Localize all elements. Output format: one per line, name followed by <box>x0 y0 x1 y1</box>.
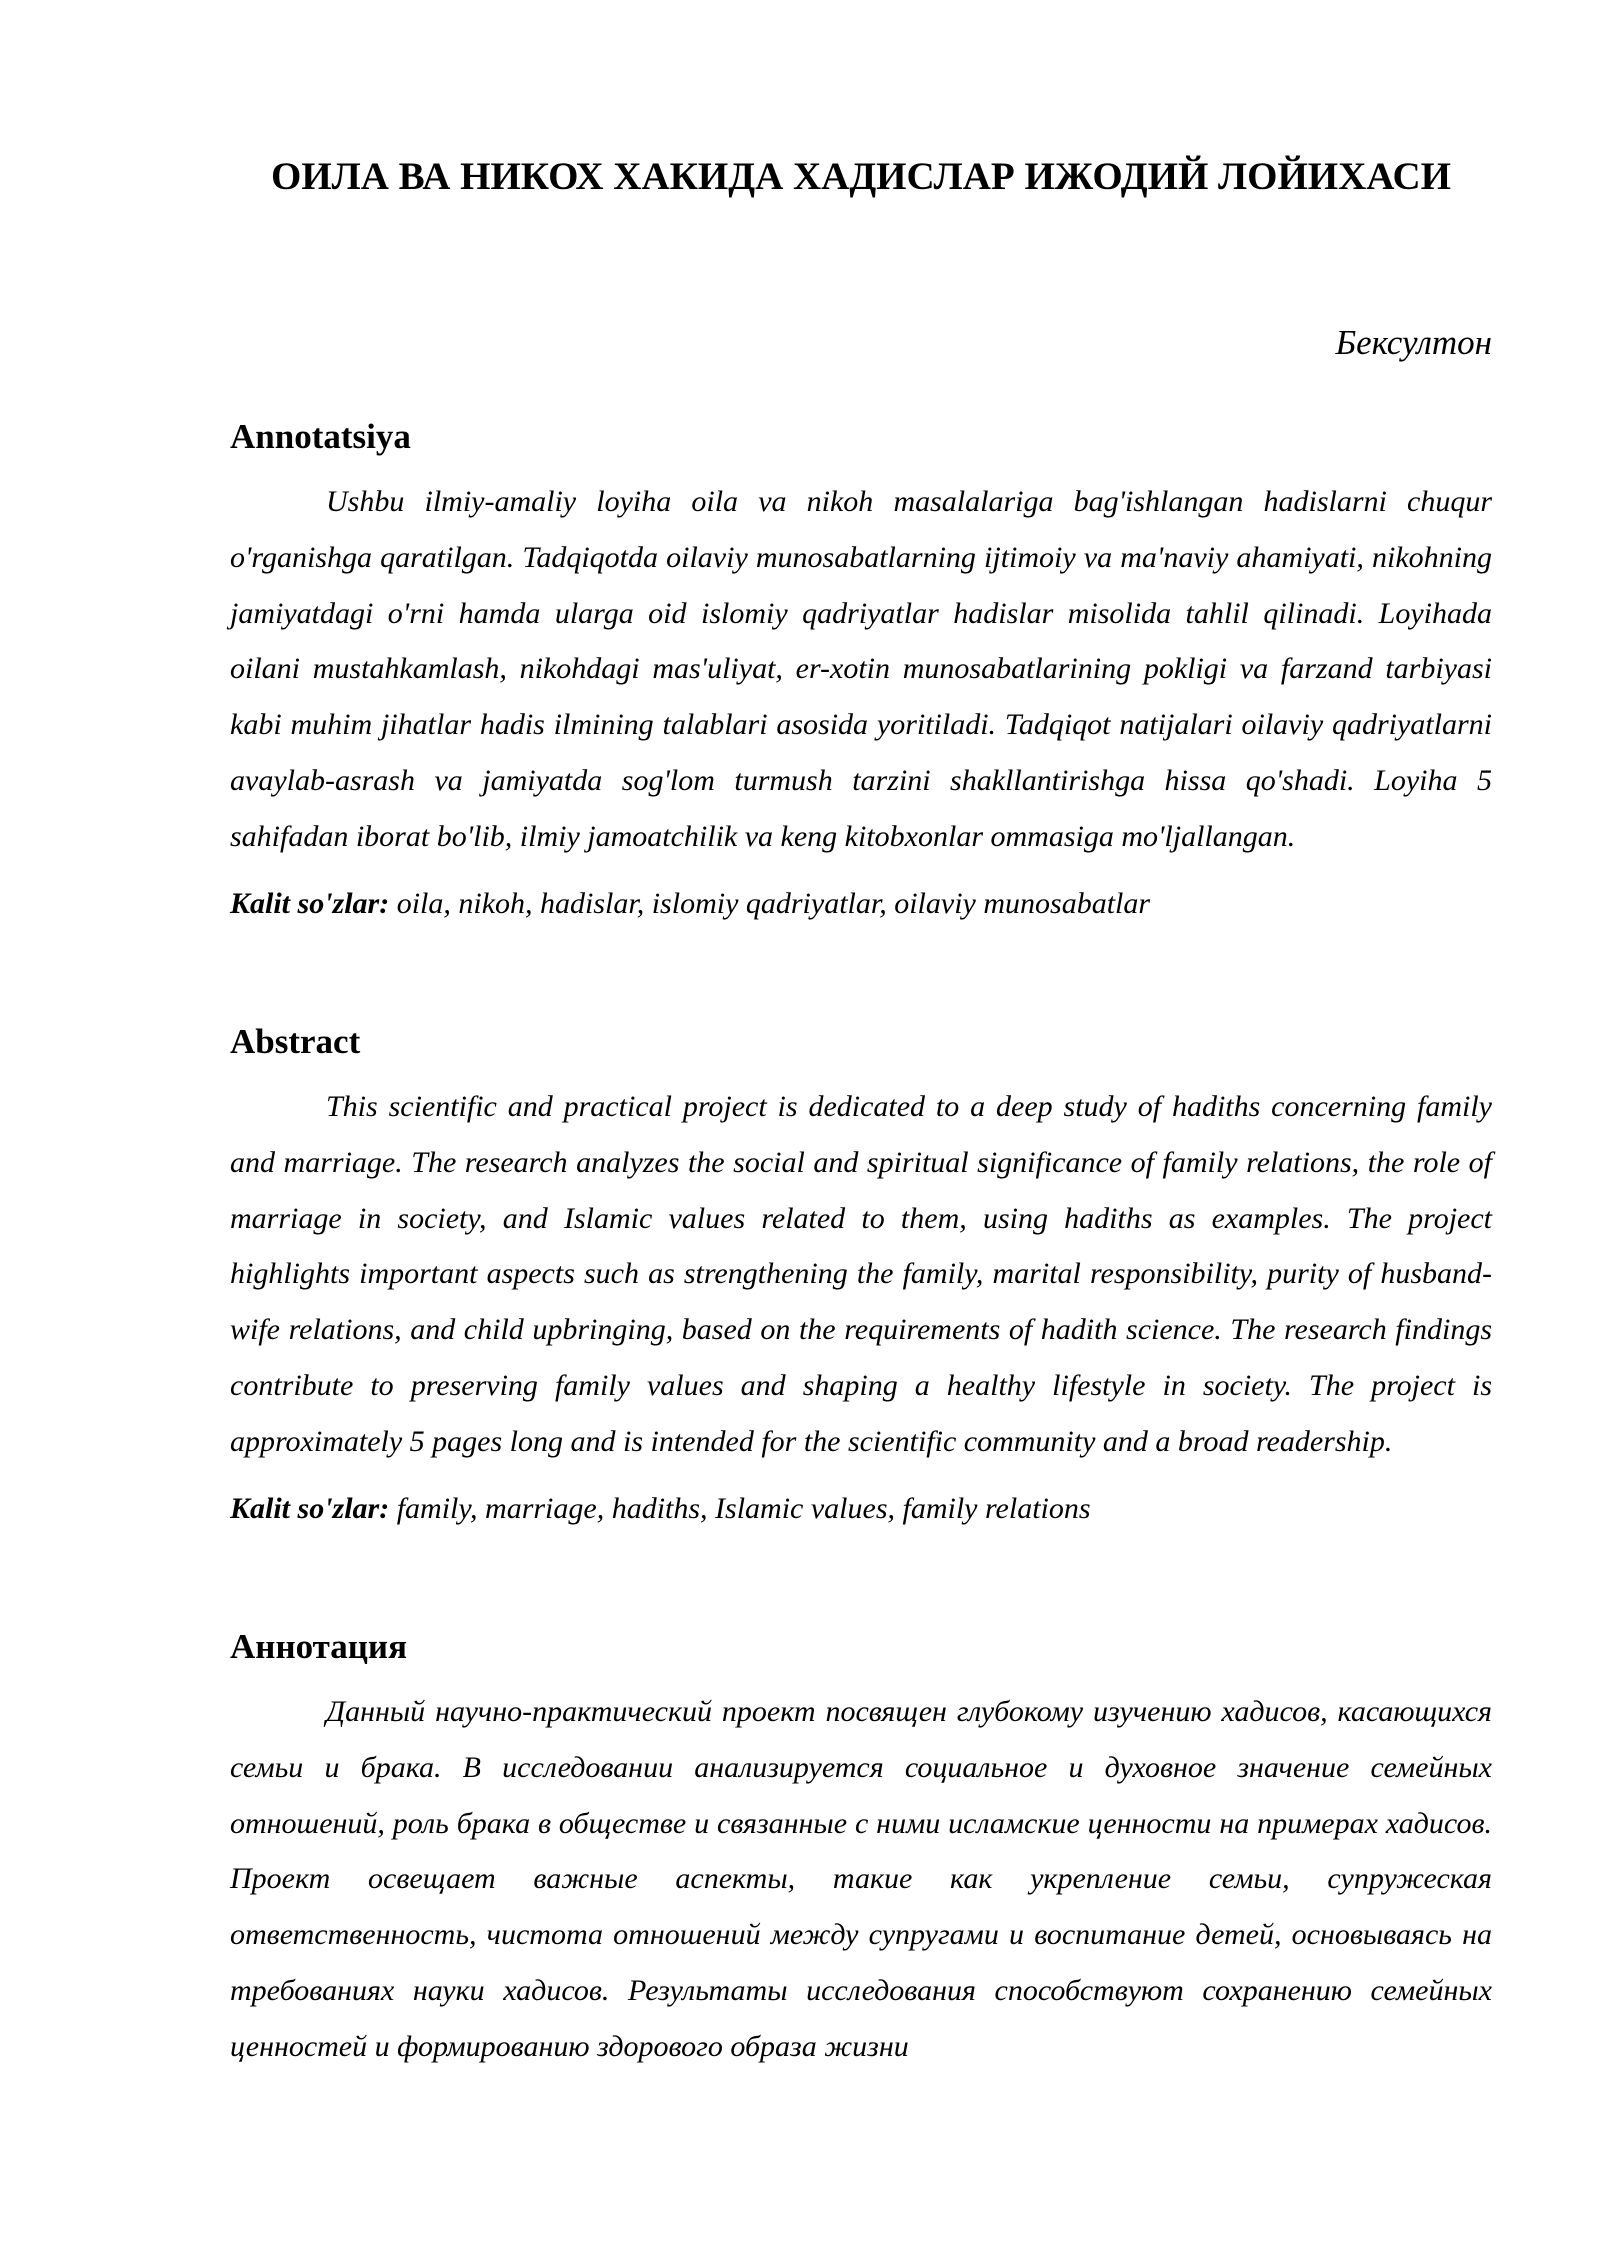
keywords-label: Kalit so'zlar: <box>230 1491 390 1525</box>
keywords-text: family, marriage, hadiths, Islamic values, family relations <box>389 1491 1091 1525</box>
section-paragraph: Ushbu ilmiy-amaliy loyiha oila va nikoh masalalariga bag'ishlangan hadislarni chuqur o'rganishga qaratilgan. Tadqiqotda oilaviy munosabatlarning ijtimoiy va ma'naviy ahamiyati, nikohning jamiyatdagi o'rni hamda ularga oid islomiy qadriyatlar hadislar misolida tahlil qilinadi. Loyihada oilani mustahkamlash, nikohdagi mas'uliyat, er-xotin munosabatlarining pokligi va farzand tarbiyasi kabi muhim jihatlar hadis ilmining talablari asosida yoritiladi. Tadqiqot natijalari oilaviy qadriyatlarni avaylab-asrash va jamiyatda sog'lom turmush tarzini shakllantirishga hissa qo'shadi. Loyiha 5 sahifadan iborat bo'lib, ilmiy jamoatchilik va keng kitobxonlar ommasiga mo'ljallangan. <box>230 485 1492 853</box>
keywords-text: oila, nikoh, hadislar, islomiy qadriyatlar, oilaviy munosabatlar <box>389 886 1151 920</box>
section-heading: Annotatsiya <box>230 417 411 456</box>
section-heading: Abstract <box>230 1022 361 1061</box>
author-name: Бексултон <box>1335 323 1492 362</box>
document-title: ОИЛА ВА НИКОХ ХАКИДА ХАДИСЛАР ИЖОДИЙ ЛОЙИХАСИ <box>271 155 1451 198</box>
section-heading: Аннотация <box>230 1627 408 1666</box>
section-russian-annotation <box>230 1622 1492 2075</box>
section-paragraph: This scientific and practical project is dedicated to a deep study of hadiths concerning family and marriage. The research analyzes the social and spiritual significance of family relations, the role of marriage in society, and Islamic values related to them, using hadiths as examples. The project highlights important aspects such as strengthening the family, marital responsibility, purity of husband-wife relations, and child upbringing, based on the requirements of hadith science. The research findings contribute to preserving family values and shaping a healthy lifestyle in society. The project is approximately 5 pages long and is intended for the scientific community and a broad readership. <box>230 1090 1492 1458</box>
keywords-line <box>230 1484 1492 1534</box>
keywords-line <box>230 879 1492 929</box>
keywords-label: Kalit so'zlar: <box>230 886 390 920</box>
section-english-abstract <box>230 1017 1492 1534</box>
section-uzbek-annotation <box>230 412 1492 929</box>
section-paragraph: Данный научно-практический проект посвящен глубокому изучению хадисов, касающихся семьи и брака. В исследовании анализируется социальное и духовное значение семейных отношений, роль брака в обществе и связанные с ними исламские ценности на примерах хадисов. Проект освещает важные аспекты, такие как укрепление семьи, супружеская ответственность, чистота отношений между супругами и воспитание детей, основываясь на требованиях науки хадисов. Результаты исследования способствуют сохранению семейных ценностей и формированию здорового образа жизни <box>230 1695 1492 2063</box>
